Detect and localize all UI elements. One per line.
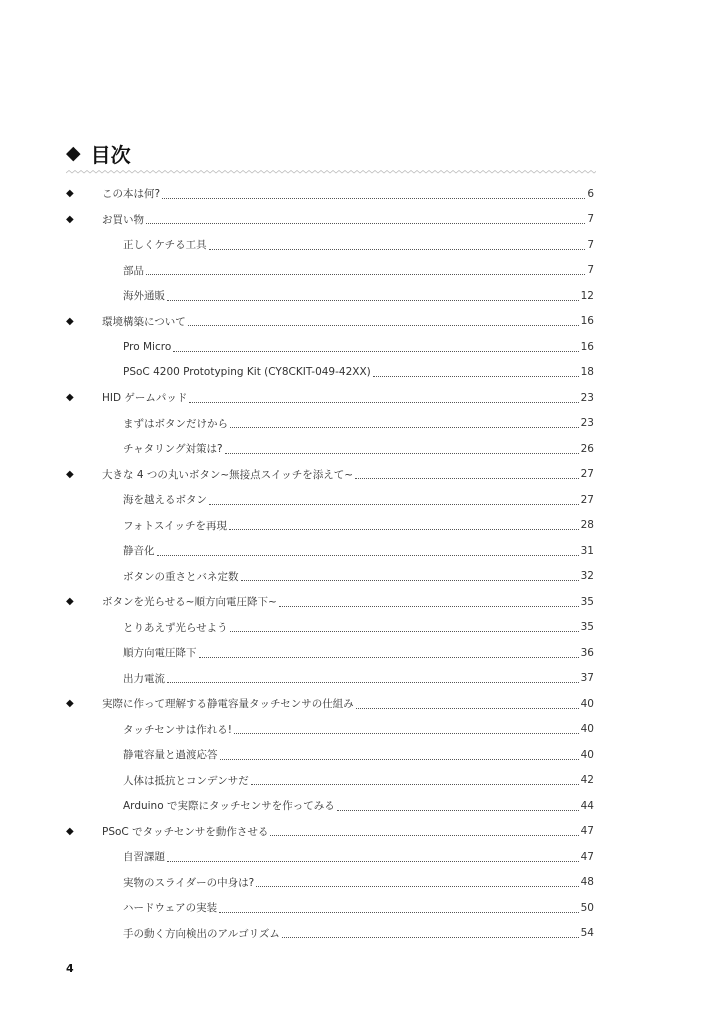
toc-chapter-entry[interactable] — [66, 207, 594, 233]
dot-leader — [146, 222, 585, 224]
toc-chapter-entry[interactable] — [66, 385, 594, 411]
dot-leader — [225, 452, 579, 454]
dot-leader — [256, 885, 578, 887]
toc-entry-label: 静電容量と過渡応答 — [123, 749, 218, 762]
diamond-bullet-icon: ◆ — [66, 825, 74, 837]
dot-leader — [188, 324, 579, 326]
toc-section-entry[interactable] — [66, 564, 594, 590]
toc-entry-label: タッチセンサは作れる! — [123, 723, 232, 736]
toc-entry-label: この本は何? — [102, 188, 161, 201]
toc-section-entry[interactable] — [66, 283, 594, 309]
toc-entry-page: 12 — [580, 289, 594, 302]
toc-entry-label: 静音化 — [123, 545, 155, 558]
toc-entry-label: 部品 — [123, 264, 144, 277]
toc-section-entry[interactable] — [66, 717, 594, 743]
toc-section-entry[interactable] — [66, 666, 594, 692]
diamond-bullet-icon: ◆ — [66, 315, 74, 327]
toc-entry-label: Arduino で実際にタッチセンサを作ってみる — [123, 800, 335, 813]
diamond-bullet-icon: ◆ — [66, 392, 74, 404]
toc-entry-label: 実物のスライダーの中身は? — [123, 876, 255, 889]
toc-chapter-entry[interactable] — [66, 589, 594, 615]
dot-leader — [189, 401, 578, 403]
dot-leader — [220, 758, 579, 760]
toc-entry-label: PSoC 4200 Prototyping Kit (CY8CKIT-049-42XX) — [123, 366, 371, 379]
toc-entry-label: 海外通販 — [123, 290, 165, 303]
dot-leader — [251, 783, 579, 785]
toc-entry-page: 40 — [580, 748, 594, 761]
dot-leader — [167, 681, 579, 683]
toc-section-entry[interactable] — [66, 870, 594, 896]
toc-section-entry[interactable] — [66, 844, 594, 870]
toc-entry-label: まずはボタンだけから — [123, 417, 228, 430]
toc-entry-label: 順方向電圧降下 — [123, 647, 197, 660]
toc-chapter-entry[interactable] — [66, 462, 594, 488]
toc-entry-page: 16 — [580, 340, 594, 353]
dot-leader — [373, 375, 579, 377]
toc-entry-label: チャタリング対策は? — [123, 443, 223, 456]
toc-entry-page: 48 — [580, 876, 594, 889]
toc-heading-text: 目次 — [90, 142, 131, 167]
toc-chapter-entry[interactable] — [66, 309, 594, 335]
toc-chapter-entry[interactable] — [66, 819, 594, 845]
toc-entry-page: 7 — [587, 264, 594, 277]
toc-chapter-entry[interactable] — [66, 691, 594, 717]
toc-entry-page: 31 — [580, 544, 594, 557]
toc-entry-page: 18 — [580, 366, 594, 379]
table-of-contents — [66, 181, 594, 946]
toc-entry-label: 大きな 4 つの丸いボタン~無接点スイッチを添えて~ — [102, 468, 354, 481]
toc-entry-page: 42 — [580, 774, 594, 787]
toc-section-entry[interactable] — [66, 921, 594, 947]
dot-leader — [241, 579, 579, 581]
toc-entry-label: HID ゲームパッド — [102, 392, 188, 405]
dot-leader — [355, 477, 579, 479]
toc-entry-label: 手の動く方向検出のアルゴリズム — [123, 927, 280, 940]
toc-heading — [66, 139, 131, 167]
toc-section-entry[interactable] — [66, 640, 594, 666]
toc-section-entry[interactable] — [66, 793, 594, 819]
toc-entry-label: ボタンの重さとバネ定数 — [123, 570, 239, 583]
dot-leader — [157, 554, 579, 556]
dot-leader — [234, 732, 579, 734]
toc-entry-page: 32 — [580, 570, 594, 583]
toc-entry-page: 40 — [580, 723, 594, 736]
toc-entry-page: 44 — [580, 799, 594, 812]
toc-entry-page: 47 — [580, 825, 594, 838]
diamond-bullet-icon: ◆ — [66, 468, 74, 480]
toc-section-entry[interactable] — [66, 411, 594, 437]
dot-leader — [229, 528, 579, 530]
toc-entry-page: 28 — [580, 519, 594, 532]
dot-leader — [162, 197, 585, 199]
toc-entry-label: 人体は抵抗とコンデンサだ — [123, 774, 249, 787]
dot-leader — [167, 860, 579, 862]
dot-leader — [146, 273, 585, 275]
toc-entry-label: お買い物 — [102, 213, 144, 226]
toc-entry-page: 47 — [580, 850, 594, 863]
toc-section-entry[interactable] — [66, 232, 594, 258]
toc-entry-page: 50 — [580, 901, 594, 914]
toc-entry-page: 27 — [580, 468, 594, 481]
toc-section-entry[interactable] — [66, 513, 594, 539]
toc-entry-label: Pro Micro — [123, 340, 172, 353]
toc-chapter-entry[interactable] — [66, 181, 594, 207]
dot-leader — [167, 299, 579, 301]
diamond-bullet-icon: ◆ — [66, 188, 74, 200]
toc-entry-label: ハードウェアの実装 — [123, 902, 218, 915]
toc-entry-label: とりあえず光らせよう — [123, 621, 228, 634]
wavy-divider — [66, 170, 596, 176]
toc-entry-label: 正しくケチる工具 — [123, 239, 207, 252]
toc-entry-page: 35 — [580, 621, 594, 634]
toc-section-entry[interactable] — [66, 615, 594, 641]
toc-section-entry[interactable] — [66, 258, 594, 284]
diamond-bullet-icon: ◆ — [66, 596, 74, 608]
toc-section-entry[interactable] — [66, 895, 594, 921]
toc-entry-page: 26 — [580, 442, 594, 455]
dot-leader — [356, 707, 579, 709]
dot-leader — [230, 630, 579, 632]
toc-entry-label: 海を越えるボタン — [123, 494, 207, 507]
toc-entry-label: フォトスイッチを再現 — [123, 519, 227, 532]
page-number: 4 — [66, 962, 74, 975]
toc-entry-page: 7 — [587, 213, 594, 226]
dot-leader — [230, 426, 579, 428]
diamond-icon: ◆ — [66, 142, 81, 164]
toc-entry-page: 23 — [580, 391, 594, 404]
toc-entry-label: 自習課題 — [123, 851, 165, 864]
toc-entry-page: 7 — [587, 238, 594, 251]
toc-entry-page: 35 — [580, 595, 594, 608]
toc-entry-label: 実際に作って理解する静電容量タッチセンサの仕組み — [102, 698, 354, 711]
toc-section-entry[interactable] — [66, 334, 594, 360]
toc-entry-label: 出力電流 — [123, 672, 165, 685]
toc-section-entry[interactable] — [66, 742, 594, 768]
toc-entry-page: 40 — [580, 697, 594, 710]
toc-section-entry[interactable] — [66, 538, 594, 564]
toc-section-entry[interactable] — [66, 436, 594, 462]
toc-section-entry[interactable] — [66, 360, 594, 386]
diamond-bullet-icon: ◆ — [66, 213, 74, 225]
dot-leader — [199, 656, 579, 658]
dot-leader — [279, 605, 579, 607]
dot-leader — [270, 834, 578, 836]
dot-leader — [209, 248, 586, 250]
diamond-bullet-icon: ◆ — [66, 698, 74, 710]
toc-section-entry[interactable] — [66, 768, 594, 794]
toc-entry-label: 環境構築について — [102, 315, 186, 328]
toc-entry-page: 37 — [580, 672, 594, 685]
dot-leader — [219, 911, 579, 913]
toc-entry-page: 36 — [580, 646, 594, 659]
dot-leader — [282, 936, 579, 938]
dot-leader — [337, 809, 579, 811]
toc-section-entry[interactable] — [66, 487, 594, 513]
dot-leader — [173, 350, 578, 352]
toc-entry-page: 27 — [580, 493, 594, 506]
toc-entry-page: 23 — [580, 417, 594, 430]
toc-entry-page: 54 — [580, 927, 594, 940]
dot-leader — [209, 503, 579, 505]
toc-entry-label: PSoC でタッチセンサを動作させる — [102, 825, 269, 838]
toc-entry-page: 6 — [587, 187, 594, 200]
toc-entry-label: ボタンを光らせる~順方向電圧降下~ — [102, 596, 277, 609]
toc-entry-page: 16 — [580, 315, 594, 328]
